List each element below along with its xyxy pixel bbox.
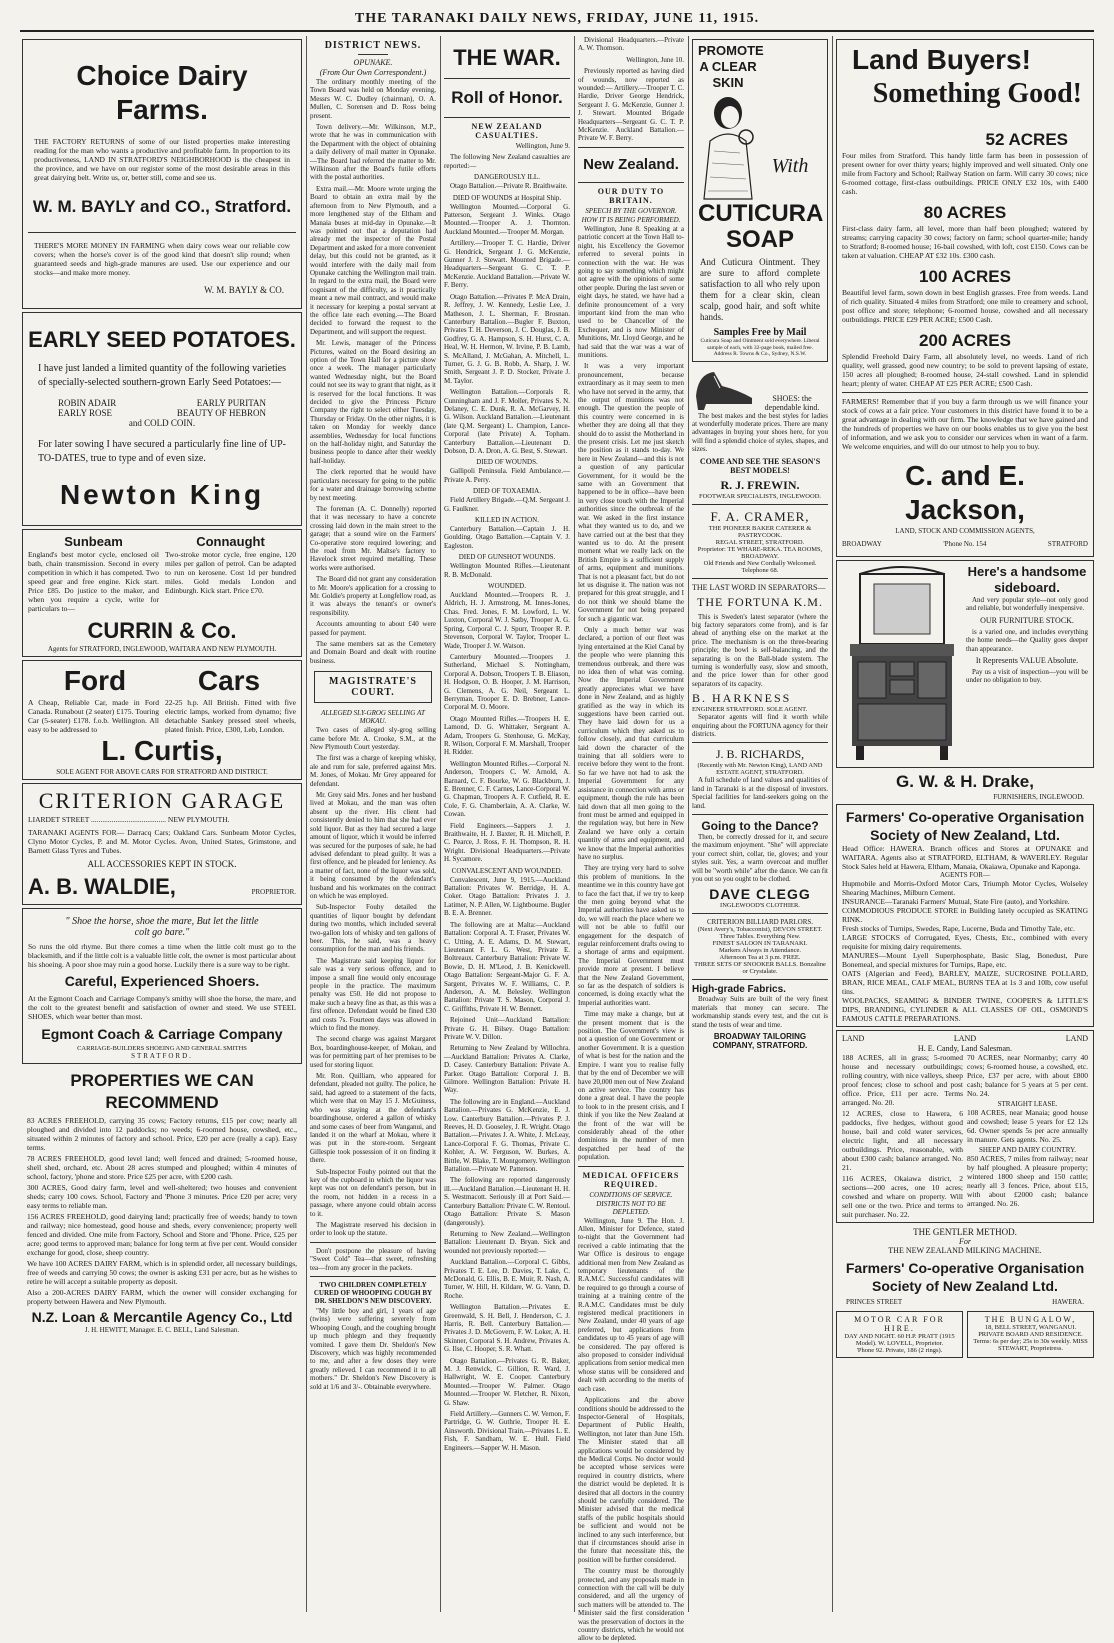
medical-paragraph: The country must be thoroughly protected, and any proposals made in connection with the call will be duly considered, and all the urgency of such matters will be attended to. The Minister said the first consideration was the preservation of doctors in the country districts, which he would not allow to be depleted. [578, 1567, 684, 1643]
richards-body: A full schedule of land values and qualities of land in Taranaki is at the disposal of investors. Special facilities for land-seekers going on the land. [692, 776, 828, 810]
sideboard-body: And very popular style—not only good and reliable, but wonderfully inexpensive. [966, 596, 1088, 613]
for-text: For [959, 1237, 971, 1246]
fortuna-body: This is Sweden's latest separator (where the big factory separators come from), and is far ahead of anything else on the market at the price. The mechanism is on the three-bearing principle; the bowl is self-balancing, and the separating is on the Ball-blade system. The turning is wonderfully easy, slow and smooth, and the price lower than for other good separators of its capacity. [692, 612, 828, 688]
criterion-agents: TARANAKI AGENTS FOR— Darracq Cars; Oakland Cars. Sunbeam Motor Cycles, Clyno Motor Cycles, P. and M. Motor Cycles. Avon, United States, Grimstone, and Barnett Glass Tyres and Tubes. [28, 828, 296, 855]
value-body: Pay us a visit of inspection—you will be under no obligation to buy. [966, 668, 1088, 685]
casualty-text: Field Artillery.—Gunners C. W. Vernon, F. Partridge, G. W. Guthrie, Trooper H. E. Ainsworth. Divisional Train.—Privates L. E. Fish, F. Sandham, W. E. Hull. Field Engineers.—Sapper W. H. Mason. [444, 1410, 570, 1452]
criterion-ad [22, 783, 302, 905]
property-item: We have 100 ACRES DAIRY FARM, which is in splendid order, all necessary buildings, free of weeds and carrying 50 cows; the owner is asking £31 per acre, but as he wishes to retire he will accept a suitable property as deposit. [27, 1259, 297, 1286]
frewin-name: R. J. FREWIN. [720, 477, 800, 492]
ford-left: A Cheap, Reliable Car, made in Ford Canada. Runabout (2 seater) £175. Touring Car (5-seater) £178. f.o.b. Wellington. All easy to be addressed to [28, 698, 159, 734]
masthead: THE TARANAKI DAILY NEWS, FRIDAY, JUNE 11, 1915. [20, 8, 1094, 32]
gentler-heading: THE GENTLER METHOD. [913, 1227, 1017, 1237]
medical-heading: MEDICAL OFFICERS REQUIRED. [582, 1170, 680, 1189]
column-2 [310, 36, 436, 1612]
medical-paragraph: Wellington, June 9. The Hon. J. Allen, Minister for Defence, stated to-night that the Government had received a cable intimating that the War Office is desirous to engage additional men from New Zealand as temporary lieutenants of the R.A.M.C. Successful candidates will be required to go through a course of training at a training centre of the R.A.M.C. Candidates must be duly registered medical practitioners in New Zealand, under 40 years of age preferred, but applications from candidates up to 45 years of age will be considered. The pay offered is also proposed to consider individual applications from senior medical men whose status will be considered and dealt with according to the merits of each case. [578, 1216, 684, 1393]
bayly-body: THERE'S MORE MONEY IN FARMING when dairy cows wear our reliable cow covers; when the horse's cover is of the good kind that doesn't slip round; when guaranteed seeds and high-grade manures are used. Use our experience and our stocks—and make more money. [34, 241, 290, 277]
curtis-name: L. Curtis, [101, 735, 223, 766]
waldie-proprietor: PROPRIETOR. [251, 888, 296, 896]
broadway-ad [692, 984, 828, 1050]
coop-list-item: MANURES—Mount Lyell Superphosphate, Basic Slag, Bonedust, Pure Bonemeal, and special mixtures for Turnips, Rape, etc. [842, 951, 1088, 969]
billiard-saloon: FINEST SALOON IN TARANAKI. [712, 940, 808, 948]
court-subheading: ALLEGED SLY-GROG SELLING AT MOKAU. [321, 709, 425, 726]
cuticura-ad [692, 39, 828, 362]
casualty-text: Returning to New Zealand by Willochra.—Auckland Battalion: Privates A. Clarke, D. Casey. Canterbury Battalion: Private A. Parker. Otago Battalion: Corporal J. B. Gilmore. Wellington Battalion: Private H. Way. [444, 1044, 570, 1095]
motor-phone: 'Phone 92. Private, 186 (2 rings). [856, 1347, 943, 1354]
curtis-sub: SOLE AGENT FOR ABOVE CARS FOR STRATFORD AND DISTRICT. [56, 768, 268, 776]
candy-listing: 12 ACRES, close to Hawera, 6 paddocks, five hedges, without good house, bail and cold water services, electric light, and all necessary outbuildings. Price, reasonable, with about £300 cash; balance arranged. No. 21. [842, 1109, 963, 1172]
milking-ad [836, 1227, 1094, 1307]
careful-heading: Careful, Experienced Shoers. [64, 973, 260, 989]
potatoes-ad [22, 312, 302, 526]
war-heading: THE WAR. [453, 45, 561, 70]
casualty-text: Gallipoli Peninsula. Field Ambulance.—Private A. Perry. [444, 467, 570, 484]
princes-row: PRINCES STREET HAWERA. [846, 1298, 1084, 1306]
casualty-text: Wellington Battalion.—Corporals R. Cunningham and J. F. Moller, Privates S. N. Delaney, C. E. Dunk, R. A. McGarvey, H. G. Wilson. Auckland Battalion.—Lieutenant (late Q.M. Sergeant) L. Champion, Lance-Corporal (late Private) A. Topham. Canterbury Battalion.—Lieutenant D. Dobson, D. A. Dron, A. G. Best, S. Stewart. [444, 388, 570, 455]
dave-sub: INGLEWOOD'S CLOTHIER. [720, 902, 800, 910]
come-see: COME AND SEE THE SEASON'S BEST MODELS! [699, 456, 821, 475]
dance-heading: Going to the Dance? [701, 819, 819, 834]
nz-heading: New Zealand. [583, 155, 679, 173]
egmont-ad [22, 908, 302, 1064]
fortuna-name: THE FORTUNA K.M. [697, 594, 823, 609]
casualty-text: Artillery.—Trooper T. C. Hardie, Driver G. Hendrick, Sergeant J. G. McKenzie, Gunner J. J. Stewart. Mounted Brigade.—Headquarters—Sergeant G. C. T. P. McKenzie. Auckland Battalion.—Private W. F. Berry. [444, 239, 570, 290]
casualty-text: Otago Mounted Rifles.—Troopers H. E. Lamond, D. G. Whittaker, Sergeant A. Adam, Troopers G. Stenhouse, G. McKay, R. Wilson, Corporal F. M. Marshall, Trooper H. Ridder. [444, 714, 570, 757]
frewin-ad [692, 366, 828, 500]
casualty-text: Wellington Mounted Rifles.—Corporal N. Anderson, Troopers C. W. Arnold, A. Barnard, C. F. Bourke, W. G. Blackburn, J. E. Brenner, C. F. Carnes, Lance-Corporal W. G. Chapman, Troopers A. F. Cutfield, R. E. Cole, F. G. Chamberlain, A. A. Clarke, W. Cowan. [444, 759, 570, 819]
casualty-heading: DIED OF GUNSHOT WOUNDS. [458, 553, 556, 562]
farmers-notice: FARMERS! Remember that if you buy a farm through us we will finance your stock of cows at a fair price. Your customers in this district have found it to be a great advantage in dealing with our firm. The knowledge that we have gained and the hundreds of properties we have on our books enables us to give you the best of information, and we ask you to consider our services when in want of a farm. We welcome enquiries, and will do our utmost to help you to buy. [842, 397, 1088, 451]
court-paragraph: Two cases of alleged sly-grog selling came before Mr. A. Crooke, S.M., at the New Plymouth Court yesterday. [310, 726, 436, 752]
egmont-sub: CARRIAGE-BUILDERS SHOEING AND GENERAL SMITHS [77, 1045, 247, 1052]
news-paragraph: The foreman (A. C. Donnelly) reported that it was necessary to have a concrete crossing laid down in the main street to the garage; that a sound wire on the Farmers' Co-operative store required lowering; and the road from Mr. Maltse's factory to Havelock street required metalling. These works were authorised. [310, 504, 436, 572]
column-1 [22, 36, 302, 1612]
casualty-text: Canterbury Battalion.—Captain J. H. Goulding. Otago Battalion.—Captain V. J. Eagleston. [444, 525, 570, 550]
lady-with-mirror-icon [700, 91, 756, 201]
samples-small: Cuticura Soap and Ointment sold everywhere. Liberal sample of each, with 32-page book, mailed free. Address R. Towns & Co., Sydney, N.S.W. [700, 338, 820, 357]
bungalow-ad [967, 1311, 1094, 1358]
jackson-sub: LAND, STOCK AND COMMISSION AGENTS, [895, 527, 1035, 535]
casualty-text: Field Engineers.—Sappers J. J. Braithwaite, H. J. Baxter, R. H. Mitchell, P. C. Pearce, J. Ross, F. H. Thompson, R. H. Wright. Divisional Headquarters.—Private H. Sycamore. [444, 821, 570, 864]
coop-list-item: OATS (Algerian and Feed), BARLEY, MAIZE, SUCROSINE POLLARD, BRAN, RICE MEAL, CALF MEAL, BURNS TEA at 1s 3 and 10lb, cow useful tins. [842, 969, 1088, 996]
motor-body: DAY AND NIGHT. 60 H.P. PRATT (1915 Model). W. LOVELL, Proprietor. [844, 1333, 955, 1347]
coop-office: Head Office: HAWERA. Branch offices and Stores at OPUNAKE and WAITARA. Agents also at STRATFORD, ELTHAM, & WAVERLEY. Regular Stock Sales held at Hawera, Eltham, Manaia, Okaiawa, Opunake and Kaponga. [842, 844, 1088, 871]
cramer-ad [692, 509, 828, 574]
whooping-heading: TWO CHILDREN COMPLETELY CURED OF WHOOPING COUGH BY DR. SHELDON'S NEW DISCOVERY. [313, 1281, 433, 1305]
casualty-text: Convalescent, June 9, 1915.—Auckland Battalion: Privates W. Berridge, H. A. Coker. Otago Battalion: Privates J. J. Latimer, N. P. Allen, W. Lightbourne. Bugler B. E. A. Brenner. [444, 875, 570, 918]
milking-heading: THE NEW ZEALAND MILKING MACHINE. [888, 1246, 1042, 1255]
currin-agents: Agents for STRATFORD, INGLEWOOD, WAITARA AND NEW PLYMOUTH. [47, 645, 277, 653]
drake-sub: FURNISHERS, INGLEWOOD. [993, 793, 1084, 801]
fabrics-heading: High-grade Fabrics. [692, 984, 786, 996]
shoes-body: The best makes and the best styles for ladies at wonderfully moderate prices. There are many advantages in buying your shoes here, for you will find a splendid choice of styles, shapes, and sizes. [692, 411, 828, 454]
billiard-tables: Three Tables. Everything New. [719, 933, 801, 941]
careful-body: At the Egmont Coach and Carriage Company's smithy will shoe the horse, the mare, and the colt to the greatest benefit and satisfaction of owner and steed. We use STEEL SHOES, which wear better than most. [28, 994, 296, 1021]
cuticura-body: And Cuticura Ointment. They are sure to afford complete satisfaction to all who rely upon them for a clear skin, clean scalp, good hair, and soft white hands. [700, 257, 820, 322]
richards-ad [692, 747, 828, 810]
districts-sub: DISTRICTS NOT TO BE DEPLETED. [596, 1199, 666, 1216]
how-sub: HOW IT IS BEING PERFORMED. [581, 215, 681, 224]
news-paragraph: The clerk reported that he would have particulars necessary for going to the public for a water and drainage borrowing scheme by next meeting. [310, 468, 436, 502]
cramer-prop: Proprietor: TE WHARE-REKA. TEA ROOMS, BROADWAY. [697, 545, 823, 560]
potatoes-later: For later sowing I have secured a particularly fine line of UP-TO-DATES, true to type and of even size. [38, 439, 286, 464]
acres100-body: Beautiful level farm, sown down in best English grasses. Free from weeds. Land of rich quality. Situated 4 miles from Stratford; one mile to creamery and school, post office and store; telephone; 6-roomed house, cowshed and all necessary outbuildings. PRICE £29 PER ACRE; £500 Cash. [842, 288, 1088, 324]
casualty-heading: KILLED IN ACTION. [475, 516, 539, 525]
column-rule [306, 36, 307, 1612]
cramer-sub: THE PIONEER BAKER CATERER & PASTRYCOOK. [708, 524, 812, 539]
casualty-text: Otago Battalion.—Privates G. R. Baker, M. J. Renwick, C. Gillion, R. Ward, J. Hallwright, W. E. Cooper. Canterbury Mounted.—Trooper W. Palmer. Otago Mounted.—Trooper W. Fletcher, R. Nixon, G. Shaw. [444, 1356, 570, 1407]
horse-quote: " Shoe the horse, shoe the mare, But let the little colt go bare." [65, 916, 259, 938]
casualty-text: The following are reported dangerously ill.—Auckland Battalion.—Lieutenant H. H. S. Westmacott. Seriously ill at Port Said.—Canterbury Battalion: Private C. W. Rentoul. Otago Battalion: Private S. Mason (dangerously). [444, 1176, 570, 1227]
casualty-heading: WOUNDED. [488, 582, 526, 591]
potatoes-body: I have just landed a limited quantity of the following varieties of specially-selected southern-grown Early Seed Potatoes:— [38, 363, 286, 388]
harkness-body: Separator agents will find it worth while enquiring about the FORTUNA agency for their districts. [692, 713, 828, 738]
court-paragraph: The second charge was against Margaret Box, boardinghouse-keeper, of Mokau, and was for permitting part of her premises to be used for storing liquor. [310, 1035, 436, 1069]
motor-heading: MOTOR CAR FOR HIRE. [854, 1315, 945, 1333]
dateline: Wellington, June 9. [515, 142, 570, 150]
column-rule [574, 36, 575, 1612]
casualty-text: Auckland Battalion.—Corporal C. Gibbs, Privates T. E. Lee, D. Davies, T. Lake, C. McDonald, G. Ellis, B. E. Muir, R. Nash, A. Turner, W. Hill, H. Kildare, W. G. Vann, D. Roche. [444, 1258, 570, 1300]
billiard-ad [692, 918, 828, 975]
correspondent: (From Our Own Correspondent.) [319, 68, 427, 77]
candy-listing: STRAIGHT LEASE. [997, 1100, 1058, 1108]
casualties-heading: NEW ZEALAND CASUALTIES. [471, 122, 543, 140]
column-6 [836, 36, 1094, 1612]
newton-king: Newton King [59, 479, 265, 510]
furniture-body: is a varied one, and includes everything the home needs—the Quality goes deeper than appearance. [966, 627, 1088, 653]
tea-notice: Don't postpone the pleasure of having "Sweet Cold" Tea—that sweet, refreshing tea—from any grocer in the packets. [310, 1246, 436, 1272]
candy-listing: 850 ACRES, 7 miles from railway; near by half ploughed. A pleasure property; wintered 1800 sheep and 150 cattle; nearly all 3 fences. Price, about £15, with about £2000 cash; balance arranged. No. 26. [967, 1154, 1088, 1208]
acres200: 200 ACRES [919, 331, 1011, 350]
duty-heading: OUR DUTY TO BRITAIN. [597, 186, 665, 205]
bungalow-body: 18, BELL STREET, WANGANUI. [984, 1324, 1077, 1331]
property-item: 156 ACRES FREEHOLD, good dairying land; practically free of weeds; handy to town and railway; nice homestead, good house and sheds, every convenience; property well fenced and divided. One mile from Factory, School and Store and 'Phone. Price, £25 per acre; good terms to approved man; balance for long term at five per cent. Would consider exchange for good, close, sheep country. [27, 1212, 297, 1257]
connaught-body: Two-stroke motor cycle, free engine, 120 miles per gallon of petrol. Can be adapted to run on kerosene. Cost 1d per hundred miles. Gold medals London and Edinburgh. Kick start. Price £70. [165, 550, 296, 595]
billiard-markers: Markers Always in Attendance. [719, 947, 801, 955]
acres80: 80 ACRES [923, 203, 1007, 222]
potatoes-title: EARLY SEED POTATOES. [28, 327, 296, 352]
news-paragraph: The Board did not grant any consideration to Mr. Moore's application for a crossing to Mr. Goldie's property at Longfellow road, as it was always the tenant's or owner's responsibility. [310, 575, 436, 617]
conditions-sub: CONDITIONS OF SERVICE. [589, 1190, 673, 1199]
court-paragraph: The Magistrate reserved his decision in order to look up the statute. [310, 1220, 436, 1238]
choice-dairy-ad [22, 39, 302, 309]
candy-name: H. E. Candy, Land Salesman. [917, 1044, 1013, 1053]
billiard-name: CRITERION BILLIARD PARLORS. [706, 918, 814, 927]
casualty-heading: CONVALESCENT AND WOUNDED. [451, 866, 563, 875]
criterion-title: CRITERION GARAGE [38, 788, 286, 813]
court-paragraph: Sub-Inspector Fouhy detailed the quantities of liquor bought by defendant during two months, which included several two-gallon lots of whisky and ten gallons of beer. This, he said, was a heavy consumption for the man and his friends. [310, 903, 436, 954]
jackson-address: BROADWAY 'Phone No. 154 STRATFORD [842, 540, 1088, 548]
casualty-heading: DIED OF WOUNDS at Hospital Ship. [452, 193, 562, 202]
choice-title: Choice Dairy Farms. [76, 60, 248, 125]
court-paragraph: Sub-Inspector Fouhy pointed out that the key of the cupboard in which the liquor was kept was not on defendant's person, but in the room, not hidden in a recess in a passage, where anyone could obtain access to it. [310, 1167, 436, 1218]
harkness-sub: ENGINEER STRATFORD. SOLE AGENT. [692, 706, 808, 714]
casualty-text: Wellington Mounted.—Corporal G. Patterson, Sergeant J. Winks. Otago Mounted.—Trooper A. J. Thornton. Auckland Mounted.—Trooper M. Morgan. [444, 202, 570, 236]
casualty-text: Wellington Mounted Rifles.—Lieutenant R. B. McDonald. [444, 562, 570, 579]
accessories: ALL ACCESSORIES KEPT IN STOCK. [87, 859, 237, 869]
promote-headline: PROMOTE A CLEAR SKIN [698, 43, 758, 201]
candy-listing: SHEEP AND DAIRY COUNTRY. [979, 1146, 1076, 1154]
agents-for: AGENTS FOR— [940, 871, 990, 879]
motor-ad [836, 1311, 963, 1358]
billiard-afternoon: Afternoon Tea at 3 p.m. FREE. [719, 954, 801, 962]
casualty-text: The following are at Malta:—Auckland Battalion: Corporal A. T. Fraser, Privates W. C. Utting, A. E. Adams, D. M. Stewart, Lieutenant F. L. G. West, Private E. Boltreaux. Canterbury Battalion: Private W. Bowie, D. H. M'Leod, J. B. Kenickwell. Otago Battalion: Sergeant-Major G. F. A. Sargent, Privates W. F. Williams, C. P. Anderson, A. M. Belesley. Wellington Battalion: Private T. S. Mason, Corporal J. C. Griffiths, Private H. W. Bennett. [444, 920, 570, 1013]
acres52: 52 ACRES [985, 130, 1068, 149]
sunbeam-heading: Sunbeam [64, 534, 123, 549]
properties-title: PROPERTIES WE CAN RECOMMEND [70, 1071, 254, 1112]
column-5 [692, 36, 828, 1612]
medical-paragraph: Applications and the above conditions should be addressed to the Inspector-General of Hospitals, Department of Public Health, Wellington, not later than June 15th. The Minister stated that all applications would be considered by the Medical Corps. No doctor would be accepted whose services were required in country districts, where the district would be depleted. It is desired that all doctors in the country should be carefully considered. The Minister advised that the medical staffs of the public hospitals should be sufficient and would not be inclined to any such interference, but that if circumstances should arise in the future that necessitate this, the position will be further considered. [578, 1396, 684, 1564]
candy-listing: 70 ACRES, near Normanby; carry 40 cows; 6-roomed house, a cowshed, etc. Price, £37 per acre, with about £800 cash; balance for 5 years at 5 per cent. No. 24. [967, 1053, 1088, 1098]
acres80-body: First-class dairy farm, all level, more than half been ploughed; watered by streams; carrying capacity 30 cows; factory on farm; school quarter-mile; handy to Stratford; 8-roomed house; 16-bail cowshed, with loft, cost £150. Cows can be taken at valuation. CHEAP AT £32 10s. £300 cash. [842, 224, 1088, 260]
coop-heading: Farmers' Co-operative Organisation Society of New Zealand, Ltd. [845, 809, 1085, 843]
bayly-sign: W. M. BAYLY & CO. [204, 285, 284, 295]
furniture-heading: OUR FURNITURE STOCK. [980, 615, 1074, 625]
dance-ad [692, 819, 828, 909]
nz-loan-name: N.Z. Loan & Mercantile Agency Co., Ltd [31, 1309, 293, 1325]
news-paragraph: Accounts amounting to about £40 were passed for payment. [310, 620, 436, 637]
last-word: THE LAST WORD IN SEPARATORS— [692, 582, 826, 592]
news-paragraph: Town delivery.—Mr. Wilkinson, M.P., wrote that he was in communication with the Department with the object of obtaining a daily delivery of mail matter in Opunake.—The Board had referred the matter to Mr. Wilkinson after the Board's futile efforts with the postal authorities. [310, 123, 436, 182]
something-good-heading: Something Good! [872, 78, 1082, 109]
egmont-town: STRATFORD. [131, 1052, 193, 1060]
column-rule [688, 36, 689, 1612]
samples-heading: Samples Free by Mail [713, 327, 807, 338]
fabrics-body: Broadway Suits are built of the very finest materials that money can secure. The workmanship stands every test, and the cut is stand the tests of wear and time. [692, 995, 828, 1029]
court-paragraph: The first was a charge of keeping whisky, ale and rum for sale, preferred against Mrs. M. Jones, of Mokau. Mr Grey appeared for defendant. [310, 754, 436, 788]
court-paragraph: Mr. Grey said Mrs. Jones and her husband lived at Mokau, and the man was often absent up the river. His client had consistently denied to him that she had ever sold liquor. But as they had secured a large amount of liquor, which it would be inferred was secured for the purposes of sale, he had advised defendant to plead guilty. It was a first offence, and he pleaded for leniency. As a matter of fact, none of the liquor was sold, it being consumed by the defendant's husband and his workmates on the contract on which he was employed. [310, 791, 436, 900]
column-4 [578, 36, 684, 1643]
fortuna-ad [692, 583, 828, 739]
whooping-body: "My little boy and girl, 1 years of age (twins) were suffering severely from Whooping Cough, and the coughing brought up much phlegm and they frequently vomited. I gave them Dr. Sheldon's New Discovery, which was highly recommended to me, and after a few doses they were greatly relieved. I can recommend it to all mothers." Dr. Sheldon's New Discovery is sold at 1/6 and 3/-. Obtainable everywhere. [310, 1307, 436, 1391]
news-paragraph: The same members sat as the Cemetery and Domain Board and dealt with routine business. [310, 640, 436, 665]
court-heading: MAGISTRATE'S COURT. [329, 676, 417, 699]
land-row: LAND LAND LAND [842, 1034, 1088, 1043]
casualties-intro: The following New Zealand casualties are reported:— [444, 153, 570, 170]
candy-listing: 108 ACRES, near Manaia; good house and cowshed; lease 5 years for £2 12s 6d. Owner spends 5s per acre annually in manure. Gets agents. No. 25. [967, 1108, 1088, 1144]
coop-list-item: INSURANCE—Taranaki Farmers' Mutual, State Fire (auto), and Yorkshire. [842, 897, 1070, 906]
casualty-text: Wellington Battalion.—Privates E. Greenwald, S. H. Bell, J. Henderson, C. J. Harris, R. Bell. Canterbury Battalion.—Privates J. D. McGovern, F. W. Loker, A. H. Skinner, Corporal S. H. Andrew, Privates A. G. Ilse, C. Hooper, S. R. Whatt. [444, 1303, 570, 1354]
column-rule [440, 36, 441, 1612]
div-hq: Divisional Headquarters.—Private A. W. Thomson. [578, 36, 684, 53]
cramer-addr: REGAL STREET, STRATFORD. [715, 538, 805, 546]
waldie-name: A. B. WALDIE, [28, 874, 176, 899]
bungalow-heading: THE BUNGALOW, [984, 1315, 1077, 1324]
news-paragraph: Extra mail.—Mr. Moore wrote urging the Board to obtain an extra mail by the afternoon from to New Plymouth, and a more lengthened stay of the Eltham and Manaia buses at mid-day in Opunake.—It was pointed out that a deputation had already met the inspector of the Postal Department and asked for a more convenient delay, but this could not be granted, as it would interfere with the daily mail from Opunake catching the Wellington mail train. In regard to the extra mail, the Board were cognisant of the difficulty, as it practically meant a new mail contract, and would make it necessary for keeping a postal servant at the office late each evening.—The Board decided to forward the request to the Department, and will support the request. [310, 184, 436, 336]
column-3 [444, 36, 570, 1612]
candy-listing: 188 ACRES, all in grass; 5-roomed house and necessary outbuildings; rolling country, with nice valleys, sheep proof fences; close to school and post office. Price, £11 per acre. Terms arranged. No. 20. [842, 1053, 963, 1107]
dance-body: Then, be correctly dressed for it, and secure the maximum enjoyment. "She" will appreciate your correct shirt, collar, tie, gloves; and your styles suit. Yes, a warm overcoat and muffler will be "worth while" after the dance. We can fit you out so you ought to be clothed. [692, 833, 828, 884]
coop-ad [836, 804, 1094, 1027]
criterion-addr: LIARDET STREET ........................................ NEW PLYMOUTH. [28, 815, 230, 824]
property-item: 78 ACRES FREEHOLD, good level land; well fenced and drained; 5-roomed house, shell shed, orchard, etc. About 28 acres stumped and ploughed; within 4 minutes of school, factory, 'phone and store. Price £25 per acre, with £200 cash. [27, 1154, 297, 1181]
casualty-text: Otago Battalion.—Private R. Braithwaite. [450, 182, 568, 191]
currin-ad [22, 529, 302, 657]
drake-ad [836, 560, 1094, 768]
acres52-body: Four miles from Stratford. This handy little farm has been in possession of present owner for over thirty years; highly improved and well situated. Only one mile from Factory and School; Railway Station on farm. Will carry 30 cows; nice 6-roomed cottage, first-class outbuildings. PRICE ONLY £32 10s, with £400 cash. [842, 151, 1088, 196]
candy-ad [836, 1030, 1094, 1223]
sunbeam-body: England's best motor cycle, enclosed oil bath, chain transmission. Second in every competition in which it has competed. Two speed gear and free engine. Kick start. Price £85. Do justice to the maker, and when you require a cycle, write for particulars to— [28, 550, 159, 613]
speech-paragraph: Only a much better war was declared, a portion of our fleet was lying entertained at the Kiel Canal by the people who were planning this tremendous outbreak, and there was no idea then of what was coming. Now the Imperial Government greatly appreciates what we have done in New Zealand, and as highly gratified as the way in which its suggestions have been carried out. They have laid down for us a curriculum which they asked us to follow closely, and that curriculum laid down the character of the training that all soldiers were to receive before they went to the front. So far we have not had to ask the Imperial Government for any assistance in connection with arms or equipment, though the rule has been laid down that all men going to the front must be armed and equipped in the regulation way, but here in New Zealand we have only a certain quantity of arms and equipment, and we know that the Imperial authorities have no surplus. [578, 625, 684, 861]
speech-paragraph: Time may make a change, but at the present moment that is the position. The Government's view is not a question of one Government or another Government. It is a question of what is best for the nation and the Empire. I want you to realise fully that by the end of December we will have 20,000 men out of New Zealand on active service. The country has done a great deal. I have the people to look to in the present crisis, and I think if you like the New Zealand at the front of the war will be considerably ahead of the other dominions in the number of men despatched per head of the population. [578, 1010, 684, 1162]
egmont-name: Egmont Coach & Carriage Company [41, 1026, 283, 1042]
speech-paragraph: They are trying very hard to solve this problem of munitions. In the meantime we in this country have got to face the fact that, if we try to keep the men going beyond what the Imperial authorities have asked us to do, we will reach the place where we will not be able to fulfil our engagement for the despatch of regular reinforcement drafts owing to a shortage of arms and equipment. The Imperial Government must provide more at present. I believe that the New Zealand Government, so far as the despatch of soldiers is concerned, is doing exactly what the Imperial authorities want. [578, 864, 684, 1007]
shoe-icon [692, 366, 756, 412]
coop-list-item: WOOLPACKS, SEAMING & BINDER TWINE, COOPER'S & LITTLE'S DIPS, BRANDING, CYLINDER & ALL CLASSES OF OIL, OSMOND'S FAMOUS CATTLE PREPARATIONS. [842, 996, 1088, 1023]
column-rule [832, 36, 833, 1612]
div-date: Wellington, June 10. [626, 55, 684, 64]
ford-right: 22-25 h.p. All British. Fitted with five electric lamps, worked from dynamo; five detachable Sankey pressed steel wheels, plated finish. Price, £300, Leb, London. [165, 698, 296, 734]
cramer-friends: Old Friends and New Cordially Welcomed. [703, 559, 817, 567]
richards-sub: (Recently with Mr. Newton King), LAND AND ESTATE AGENT, STRATFORD. [697, 762, 823, 777]
property-item: Also a 200-ACRES DAIRY FARM, which the owner will consider exchanging for property between Hawera and New Plymouth. [27, 1288, 297, 1306]
acres100: 100 ACRES [919, 267, 1011, 286]
broadway-name: BROADWAY TAILORING COMPANY, STRATFORD. [712, 1032, 808, 1051]
bottom-ads [836, 1311, 1094, 1358]
speech-paragraph: Wellington, June 8. Speaking at a patriotic concert at the Town Hall to-night, his Excellency the Governor referred to several points in connection with the war. He was going to say something which might not agree with the opinions of some other people. During the last seven or eight days, he stated, we have had a definite pronouncement of a very important kind from the man who used to be Chancellor of the Exchequer, and is now Minister of Munitions, Mr. Lloyd George, and he had said that the war was a war of munitions. [578, 224, 684, 359]
ford-heading: Ford [63, 665, 127, 696]
casualty-heading: DANGEROUSLY ILL. [474, 173, 540, 182]
court-paragraph: Mr. Ron. Quilliam, who appeared for defendant, pleaded not guilty. The police, he said, had agreed to a statement of the facts, which were that on May 15 J. McGuiness, who was staying at the defendant's boardinghouse, ordered a gallon of whisky and some cases of beer from Wanganui, and landed it on the wharf at Mokau, where it was put in the store-room. Sergeant Gillespie took possession of it on finding it there. [310, 1072, 436, 1165]
horse-body: So runs the old rhyme. But there comes a time when the little colt must go to the blacksmith, and if the little colt is a valuable little colt, the owner is most particular about his shoeing. A poor shoe may ruin a good horse. Luckily there is a sure way to be right. [28, 942, 296, 969]
cramer-name: F. A. CRAMER, [710, 508, 810, 524]
casualty-sections [444, 173, 570, 1452]
news-paragraph: Mr. Lewis, manager of the Princess Pictures, waited on the Board desiring an option of the Town Hall for a picture show once a week. The manager particularly wanted Wednesday night, but the Board could not see its way to grant that night, as it is reserved for the local functions. It was decided to give the Princess Picture Company the right to select either Tuesday, Thursday or Friday. On the other nights, it is taken on Monday for weekly dance assemblies, Wednesday for local functions on the half-holiday night, and Saturday the business people to dance after their weekly half-holiday. [310, 339, 436, 465]
coop2-heading: Farmers' Co-operative Organisation Society of New Zealand Ltd. [845, 1260, 1085, 1294]
with-text: With [771, 155, 809, 177]
casualty-heading: DIED OF TOXAEMIA. [473, 487, 541, 496]
casualty-text: Canterbury Mounted.—Troopers J. Sutherland, Michael S. Nottingham, Corporal A. Dobson, Troopers T. B. Eliason, H. Hodgson, O. B. Hooper, J. M. Harrison, G. Clemens, A. G. Neil, Sergeant L. Berryman, Trooper E. D. Brebner, Lance-Corporal M. O. Moore. [444, 652, 570, 712]
drake-name: G. W. & H. Drake, [896, 772, 1034, 791]
acres200-body: Splendid Freehold Dairy Farm, all absolutely level, no weeds. Land of rich quality, well grassed, good new country; to be sold to prevent lapsing of estate, 150 acres all ploughed; 8-roomed house, 24-stall cowshed. Land in splendid heart; plenty of water. CHEAP AT £25 PER ACRE; £500 Cash. [842, 352, 1088, 388]
nz-loan-sub: J. H. HEWITT, Manager. E. C. BELL, Land Salesman. [84, 1326, 240, 1334]
connaught-heading: Connaught [196, 534, 265, 549]
property-item: 300 ACRES, Good dairy farm, level and well-sheltered; two houses and convenient sheds; carry 100 cows. School, Factory and 'Phone 3 minutes. Price £20 per acre; very easy terms to reliable man. [27, 1183, 297, 1210]
properties-ad [22, 1067, 302, 1337]
dave-clegg: DAVE CLEGG [709, 886, 811, 903]
billiard-snooker: THREE SETS OF SNOOKER BALLS. Bonzaline or Crystalate. [694, 961, 826, 976]
coop-list-item: COMMODIOUS PRODUCE STORE in Building lately occupied as SKATING RINK. [842, 906, 1088, 924]
casualty-text: The following are in England.—Auckland Battalion.—Privates G. McKenzie, E. J. Low. Canterbury Battalion.—Privates P. J. Reeves, H. D. Gooseley, J. R. Wright. Otago Battalion.—Privates J. A. White, J. McLeay, Lance-Corporal F. G. Thomas, Private C. Kohler, A. W. Ferguson, W. Burkes, A. Bittle, W. Blake, T. Montgomery. Wellington Battalion.—Private W. Patterson. [444, 1097, 570, 1174]
potato-varieties: ROBIN ADAIR EARLY PURITAN EARLY ROSE BEAUTY OF HEBRON and COLD COIN. [58, 398, 266, 428]
casualty-heading: DIED OF WOUNDS. [476, 458, 538, 467]
cramer-telephone: Telephone 68. [741, 566, 779, 574]
casualty-text: Auckland Mounted.—Troopers R. J. Aldrich, H. J. Armstrong, M. Innes-Jones, Chas. Fred. Jones, F. M. Lowford, L. W. Luxton, Corporal W. J. Satby, Trooper A. G. Spring, Corporal C. J. Spurr, Trooper R. P. Stevenson, Corporal W. Taylor, Trooper L. Wade, Trooper J. W. Watson. [444, 591, 570, 650]
value-heading: It Represents VALUE Absolute. [975, 656, 1079, 666]
billiard-sub: (Next Avery's, Tobacconist), DEVON STREET. [697, 926, 823, 934]
cars-heading: Cars [197, 665, 261, 696]
sideboard-heading: Here's a handsome sideboard. [967, 564, 1087, 595]
court-paragraph: The Magistrate said keeping liquor for sale was a very serious offence, and to impose a small fine would only encourage people in the practice. The maximum penalty was £50. He did not propose to make such a heavy fine as that, as this was a first offence. Defendant would be fined £30 and costs 7s. Fourteen days was allowed in which to find the money. [310, 956, 436, 1033]
casualty-text: Field Artillery Brigade.—Q.M. Sergeant J. G. Faulkner. [444, 496, 570, 513]
land-buyers-heading: Land Buyers! [852, 44, 1031, 75]
bayly-name: W. M. BAYLY and CO., Stratford. [32, 197, 292, 216]
candy-listing: 116 ACRES, Okaiawa district, 2 sections—200 acres, one 10 acres; cowshed and whare on property. Will sell one or the two. Price and terms to suit purchaser. No. 22. [842, 1174, 963, 1219]
richards-name: J. B. RICHARDS, [715, 747, 805, 762]
court-heading-box [314, 671, 432, 703]
roll-heading: Roll of Honor. [451, 88, 563, 107]
coop-list-item: Hupmobile and Morris-Oxford Motor Cars, Triumph Motor Cycles, Wolseley Shearing Machines, Milburn Cement. [842, 879, 1088, 897]
casualty-text: Otago Battalion.—Privates P. McA Drain, R. Jeffrey, J. W. Kennedy, Leslie Lee, J. Matheson, J. L. Sherman, F. Brosnan. Canterbury Battalion.—Bugler F. Buxton, Privates T. H. Deverson, J. C. Douglas, J. B. Godfrey, G. A. Hampson, S. H. Hurst, C. A. Heal, W. H. Hermon, W. Irvine, P. B. Lamb, S. McAlland, J. McGahan, A. Mitchell, L. Turner, G. J. G. B. Robb, A. Sharp, J. W. Smith, Sergeant J. P. D. Stocker, Private J. M. Taylor. [444, 292, 570, 385]
place-heading: OPUNAKE. [353, 58, 393, 67]
harkness-name: B. HARKNESS [692, 691, 792, 706]
casualty-text: Rejoined Unit—Auckland Battalion: Private G. H. Bilsey. Otago Battalion: Private W. V. Dillon. [444, 1016, 570, 1041]
ford-ad [22, 660, 302, 780]
jackson-name: C. and E. Jackson, [905, 460, 1025, 525]
property-item: 83 ACRES FREEHOLD, carrying 35 cows; Factory returns, £15 per cow; nearly all ploughed and divided into 12 paddocks; no weeds; 6-roomed house, cowshed, etc., situated within 2 minutes of factory and school. Price, £20 per acre (really a cap). Easy terms. [27, 1116, 297, 1152]
shoes-caption: SHOES: the dependable kind. [764, 393, 820, 412]
coop-list-item: LARGE STOCKS of Corrugated, Eyes, Chests, Etc., combined with every requisite for mixing dairy requirements. [842, 933, 1088, 951]
sideboard-icon [842, 564, 962, 764]
bungalow-terms: PRIVATE BOARD AND RESIDENCE. Terms: 6s per day; 25s to 30s weekly. MISS STEWART, Proprietress. [973, 1331, 1088, 1352]
currin-name: CURRIN & Co. [87, 618, 237, 643]
cuticura-soap: CUTICURA SOAP [698, 200, 824, 253]
casualty-text: Returning to New Zealand.—Wellington Battalion: Lieutenant D. Bryan. Sick and wounded not previously reported:— [444, 1229, 570, 1255]
news-paragraph: The ordinary monthly meeting of the Town Board was held on Monday evening, Messrs W. C. Dudley (chairman), O. A. Mullen, C. Sorensen and D. Ross being present. [310, 78, 436, 120]
speech-paragraph: It was a very important pronouncement, because extraordinary as it may seem to men who have not served in the army, that the output of munitions was not enough. The question the people of this country were concerned in is whether they are doing all that they should do to assist the Motherland in the present crisis. Let me just sketch the position as it stands to-day. We here in New Zealand—and this is not a question of any particular Government, for it would be the same with an Government that happened to be in office—have been in very close touch with the Imperial authorities since the outbreak of the war. We asked in the first instance what they wanted us to do, and we have carried out at the best that they wanted us to do. At the present moment what we really lack on the British Empire is a sufficient supply of arms, equipment and munitions. That is not a pleasant fact, but do not let us disguise it. The nation was not prepared for this great struggle, and I do not think we should blame the Government for not being prepared for such a gigantic war. [578, 362, 684, 623]
district-news-heading: DISTRICT NEWS. [324, 40, 422, 51]
speech-sub: SPEECH BY THE GOVERNOR. [585, 206, 677, 215]
land-buyers-ad [836, 39, 1094, 557]
choice-body: THE FACTORY RETURNS of some of our listed properties make interesting reading for the man who wants a productive and profitable farm. In proportion to its productiveness, LAND IN STRATFORD'S NEIGHBORHOOD is the cheapest in the province, and we have on our register some of the most desirable areas in this great dairying belt. Write us, or, better still, come and see us. [34, 137, 290, 182]
frewin-sub: FOOTWEAR SPECIALISTS, INGLEWOOD. [698, 492, 822, 500]
div-body: Previously reported as having died of wounds, now reported as wounded:— Artillery.—Trooper T. C. Hardie, Driver George Hendrick, Sergeant J. G. McKenzie, Gunner J. J. Stewart. Mounted Brigade Headquarters—Sergeant G. C. T. P. McKenzie. Auckland Battalion.—Private W. F. Berry. [578, 67, 684, 143]
coop-list-item: Fresh stocks of Turnips, Swedes, Rape, Lucerne, Buda and Timothy Tale, etc. [842, 924, 1075, 933]
